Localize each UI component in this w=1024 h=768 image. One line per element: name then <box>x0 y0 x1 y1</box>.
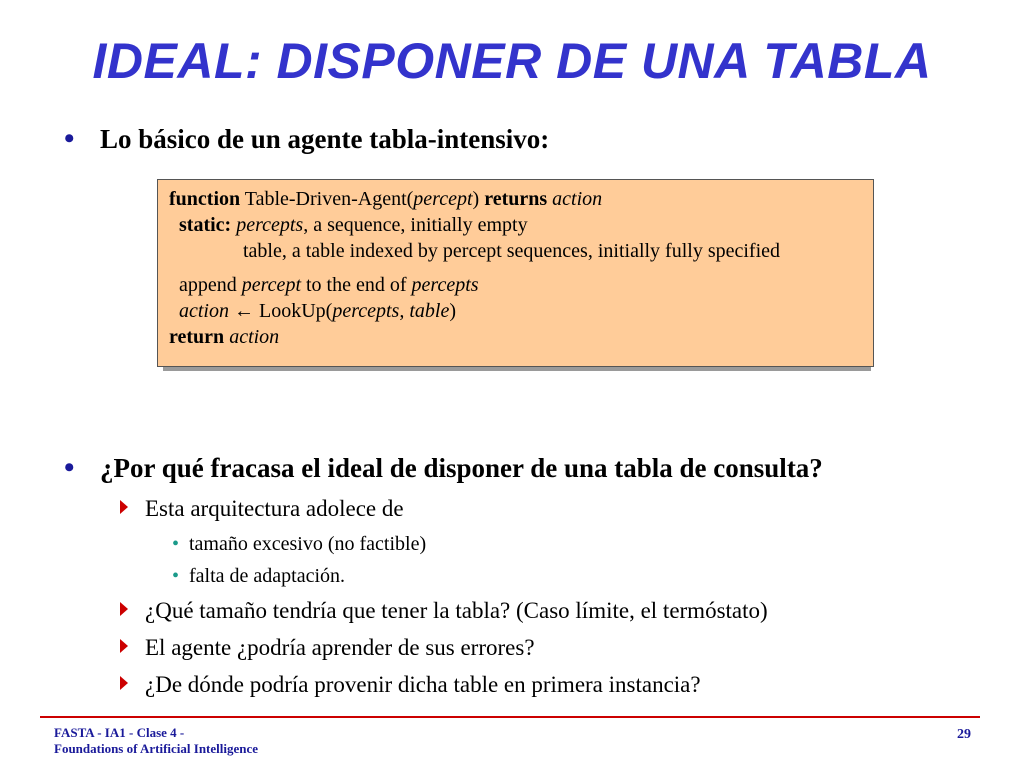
dot-bullet-icon: • <box>172 533 180 555</box>
sub-item-text: El agente ¿podría aprender de sus errores? <box>145 635 535 660</box>
code-keyword: returns <box>484 188 548 210</box>
triangle-bullet-icon <box>120 639 128 653</box>
code-keyword: return <box>169 326 225 348</box>
slide-title: IDEAL: DISPONER DE UNA TABLA <box>92 33 932 89</box>
bullet-dot-icon: • <box>64 122 75 155</box>
sub-item <box>120 598 768 624</box>
code-keyword: function <box>169 188 241 210</box>
bullet-basics-text: Lo básico de un agente tabla-intensivo: <box>100 124 550 154</box>
code-line-2 <box>169 212 863 238</box>
code-text: table, a table indexed by percept sequences, initially fully specified <box>243 240 781 262</box>
page-number: 29 <box>957 727 971 742</box>
dot-bullet-icon: • <box>172 565 180 587</box>
triangle-bullet-icon <box>120 676 128 690</box>
subsub-item <box>172 565 345 588</box>
footer-course-line2: Foundations of Artificial Intelligence <box>54 741 259 756</box>
code-text: ) <box>472 188 485 210</box>
subsub-item-text: falta de adaptación. <box>189 565 346 587</box>
bullet-question <box>64 453 823 484</box>
code-italic: percepts <box>236 214 304 236</box>
code-italic: percepts <box>411 274 479 296</box>
code-line-4 <box>169 272 863 298</box>
sub-item-text: ¿De dónde podría provenir dicha table en primera instancia? <box>145 672 701 697</box>
code-italic: action <box>229 326 280 348</box>
code-italic: action <box>179 300 229 322</box>
code-text: append <box>179 274 242 296</box>
code-italic: percept <box>241 274 301 296</box>
code-line-1 <box>169 186 863 212</box>
triangle-bullet-icon <box>120 602 128 616</box>
sub-item <box>120 635 535 661</box>
footer-course <box>54 725 258 757</box>
footer-divider <box>40 716 980 718</box>
code-text: ) <box>449 300 457 322</box>
sub-item-text: ¿Qué tamaño tendría que tener la tabla? (Caso límite, el termóstato) <box>145 598 768 623</box>
code-line-6 <box>169 324 863 350</box>
code-italic: percept <box>413 188 473 210</box>
subsub-item-text: tamaño excesivo (no factible) <box>189 533 427 555</box>
code-keyword: static: <box>179 214 232 236</box>
sub-item-text: Esta arquitectura adolece de <box>145 496 404 521</box>
code-italic: action <box>552 188 603 210</box>
code-text: ← LookUp( <box>229 300 333 322</box>
sub-item <box>120 672 701 698</box>
bullet-dot-icon: • <box>64 451 75 484</box>
code-italic: percepts, table <box>332 300 450 322</box>
code-text: to the end of <box>301 274 412 296</box>
bullet-basics <box>64 124 549 155</box>
bullet-question-text: ¿Por qué fracasa el ideal de disponer de una tabla de consulta? <box>100 453 823 483</box>
code-spacer <box>169 264 863 272</box>
code-line-5 <box>169 298 863 324</box>
triangle-bullet-icon <box>120 500 128 514</box>
footer-course-line1: FASTA - IA1 - Clase 4 - <box>54 725 185 740</box>
subsub-item <box>172 533 426 556</box>
pseudocode-box <box>157 179 874 367</box>
code-text: , a sequence, initially empty <box>303 214 528 236</box>
code-line-3 <box>169 238 863 264</box>
code-text: Table-Driven-Agent( <box>240 188 414 210</box>
sub-item <box>120 496 404 522</box>
